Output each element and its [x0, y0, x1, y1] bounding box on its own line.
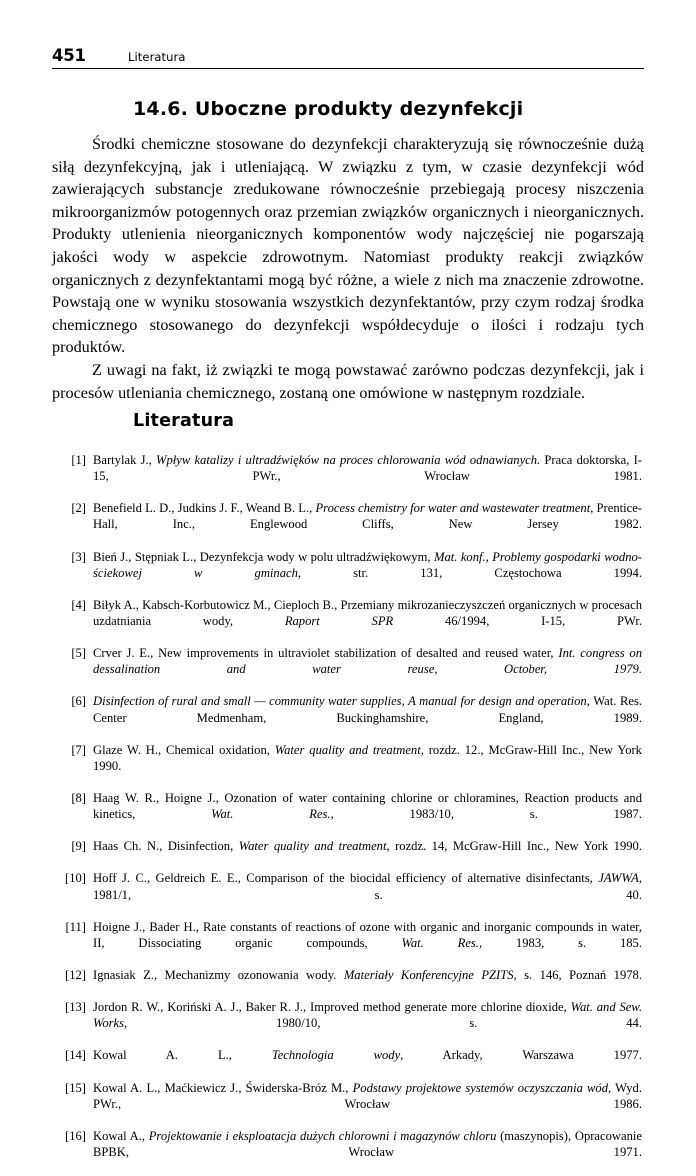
reference-entry	[60, 967, 642, 999]
body-text	[52, 133, 644, 404]
reference-entry	[60, 693, 642, 741]
reference-title-italic: Wat. Res.	[401, 935, 479, 950]
reference-entry	[60, 919, 642, 967]
paragraph: Środki chemiczne stosowane do dezynfekcji charakteryzują się równocześnie dużą siłą dezynfekcyjną, jak i utleniającą. W związku z tym, w czasie dezynfekcji wód zawierających substancje zredukowane równocześnie przebiegają procesy niszczenia mikroorganizmów potogennych oraz przemian związków organicznych i nieorganicznych. Produkty utlenienia nieorganicznych komponentów wody najczęściej nie pogarszają jakości wody w aspekcie zdrowotnym. Natomiast produkty reakcji związków organicznych z dezynfektantami mogą być różne, a wiele z nich ma znaczenie zdrowotne. Powstają one w wyniku stosowania wszystkich dezynfektantów, przy czym rodzaj środka chemicznego stosowanego do dezynfekcji współdecyduje o ilości i rodzaju tych produktów.	[52, 135, 644, 357]
reference-plain-text: , Arkady, Warszawa 1977.	[400, 1048, 642, 1063]
reference-number: [4]	[71, 597, 86, 612]
reference-plain-text: Hoff J. C., Geldreich E. E., Comparison of the biocidal efficiency of alternative disinfectants,	[93, 871, 599, 886]
reference-title-italic: Raport SPR	[284, 613, 394, 628]
reference-number: [3]	[71, 549, 86, 564]
reference-plain-text: Glaze W. H., Chemical oxidation,	[93, 742, 275, 757]
reference-number: [7]	[71, 742, 86, 757]
reference-entry	[60, 838, 642, 870]
reference-text	[93, 967, 642, 999]
reference-list	[60, 452, 642, 1176]
reference-title-italic: Water quality and treatment	[238, 839, 387, 854]
reference-plain-text: , rozdz. 14, McGraw-Hill Inc., New York 1990.	[386, 839, 642, 854]
reference-entry	[60, 870, 642, 918]
reference-entry	[60, 500, 642, 548]
reference-text	[93, 549, 642, 597]
reference-title-italic: Wat. and Sew. Works	[93, 1000, 642, 1031]
reference-text	[93, 838, 642, 870]
reference-plain-text: Haas Ch. N., Disinfection,	[93, 839, 239, 854]
paragraph: Z uwagi na fakt, iż związki te mogą powstawać zarówno podczas dezynfekcji, jak i procesów utleniania chemicznego, zostaną one omówione w następnym rozdziale.	[52, 360, 644, 402]
reference-plain-text: Kowal A.,	[93, 1128, 149, 1143]
reference-text	[93, 870, 642, 918]
reference-text	[93, 645, 642, 693]
reference-number: [16]	[65, 1128, 86, 1143]
reference-title-italic: Podstawy projektowe systemów oczyszczania wód	[352, 1080, 609, 1095]
reference-plain-text: , 1981/1, s. 40.	[93, 871, 642, 902]
reference-title-italic: Mat. konf., Problemy gospodarki wodno-ściekowej w gminach	[93, 549, 642, 580]
reference-number: [14]	[65, 1048, 86, 1063]
reference-plain-text: , str. 131, Częstochowa 1994.	[297, 565, 643, 580]
reference-entry	[60, 452, 642, 500]
reference-text	[93, 1080, 642, 1128]
reference-plain-text: 46/1994, I-15, PWr.	[393, 613, 642, 628]
reference-plain-text: , rozdz. 12., McGraw-Hill Inc., New York 1990.	[93, 742, 642, 773]
reference-number: [5]	[71, 646, 86, 661]
running-header	[52, 46, 644, 72]
reference-number: [8]	[71, 790, 86, 805]
reference-plain-text: Kowal A. L.,	[93, 1048, 272, 1063]
header-rule	[52, 68, 644, 69]
reference-text	[93, 1128, 642, 1176]
reference-text	[93, 742, 642, 790]
reference-plain-text: Bień J., Stępniak L., Dezynfekcja wody w polu ultradźwiękowym,	[93, 549, 434, 564]
reference-plain-text: Benefield L. D., Judkins J. F., Weand B. L.,	[93, 501, 316, 516]
reference-plain-text: , Wyd. PWr., Wrocław 1986.	[93, 1080, 642, 1111]
reference-entry	[60, 597, 642, 645]
reference-entry	[60, 645, 642, 693]
reference-plain-text: Bartylak J.,	[93, 453, 156, 467]
page-title: 14.6. Uboczne produkty dezynfekcji	[133, 97, 524, 120]
reference-text	[93, 1047, 642, 1079]
reference-title-italic: Materiały Konferencyjne PZITS	[343, 968, 514, 982]
reference-number: [2]	[71, 501, 86, 516]
header-section-title: Literatura	[128, 50, 186, 64]
reference-entry	[60, 742, 642, 790]
literature-heading: Literatura	[133, 410, 235, 431]
reference-entry	[60, 790, 642, 838]
reference-plain-text: Biłyk A., Kabsch-Korbutowicz M., Cieploch B., Przemiany mikrozanieczyszczeń organicznych w procesach uzdatniania wody,	[93, 597, 642, 628]
reference-title-italic: Wat. Res.	[211, 807, 331, 822]
reference-text	[93, 500, 642, 548]
page-number: 451	[52, 46, 86, 65]
reference-title-italic: Process chemistry for water and wastewater treatment	[315, 501, 591, 516]
reference-title-italic: Wpływ katalizy i ultradźwięków na proces chlorowania wód odnawianych.	[155, 453, 541, 467]
header-row	[52, 46, 644, 66]
reference-text	[93, 919, 642, 967]
reference-plain-text: Hoigne J., Bader H., Rate constants of reactions of ozone with organic and inorganic compounds in water, II, Dissociating organic compounds,	[93, 919, 642, 950]
reference-plain-text: Crver J. E., New improvements in ultraviolet stabilization of desalted and reused water,	[93, 646, 559, 661]
reference-number: [1]	[71, 453, 86, 467]
reference-plain-text: , 1983/10, s. 1987.	[330, 807, 642, 822]
reference-title-italic: JAWWA	[598, 871, 639, 886]
reference-entry	[60, 1080, 642, 1128]
reference-plain-text: Jordon R. W., Koriński A. J., Baker R. J., Improved method generate more chlorine dioxide,	[93, 1000, 571, 1015]
reference-entry	[60, 549, 642, 597]
reference-text	[93, 999, 642, 1047]
reference-title-italic: Disinfection of rural and small — community water supplies, A manual for design and operation	[93, 694, 587, 709]
reference-number: [9]	[71, 839, 86, 854]
reference-plain-text: Kowal A. L., Maćkiewicz J., Świderska-Bróz M.,	[93, 1080, 353, 1095]
reference-plain-text: , Prentice-Hall, Inc., Englewood Cliffs, New Jersey 1982.	[93, 501, 642, 532]
reference-text	[93, 597, 642, 645]
reference-number: [12]	[65, 968, 86, 982]
reference-entry	[60, 1047, 642, 1079]
reference-title-italic: Technologia wody	[271, 1048, 401, 1063]
reference-plain-text: Ignasiak Z., Mechanizmy ozonowania wody.	[93, 968, 344, 982]
reference-number: [15]	[65, 1080, 86, 1095]
reference-plain-text: (maszynopis), Opracowanie BPBK, Wrocław 1971.	[93, 1128, 642, 1160]
reference-plain-text: , 1983, s. 185.	[478, 935, 642, 950]
reference-entry	[60, 999, 642, 1047]
reference-text	[93, 452, 642, 500]
reference-plain-text: , s. 146, Poznań 1978.	[513, 968, 642, 982]
reference-plain-text: , Wat. Res. Center Medmenham, Buckinghamshire, England, 1989.	[93, 694, 642, 725]
reference-text	[93, 790, 642, 838]
reference-text	[93, 693, 642, 741]
reference-title-italic: Projektowanie i eksploatacja dużych chlorowni i magazynów chloru	[148, 1128, 497, 1143]
reference-title-italic: Int. congress on dessalination and water reuse, October, 1979.	[93, 646, 642, 677]
reference-plain-text: Praca doktorska, I-15, PWr., Wrocław 1981.	[93, 453, 642, 484]
reference-entry	[60, 1128, 642, 1176]
reference-plain-text: Haag W. R., Hoigne J., Ozonation of water containing chlorine or chloramines, Reaction products and kinetics,	[93, 790, 642, 822]
reference-number: [6]	[71, 694, 86, 709]
reference-title-italic: Water quality and treatment	[274, 742, 421, 757]
reference-number: [11]	[65, 919, 86, 934]
reference-number: [13]	[65, 1000, 86, 1015]
reference-number: [10]	[65, 871, 86, 886]
reference-plain-text: , 1980/10, s. 44.	[124, 1016, 642, 1031]
